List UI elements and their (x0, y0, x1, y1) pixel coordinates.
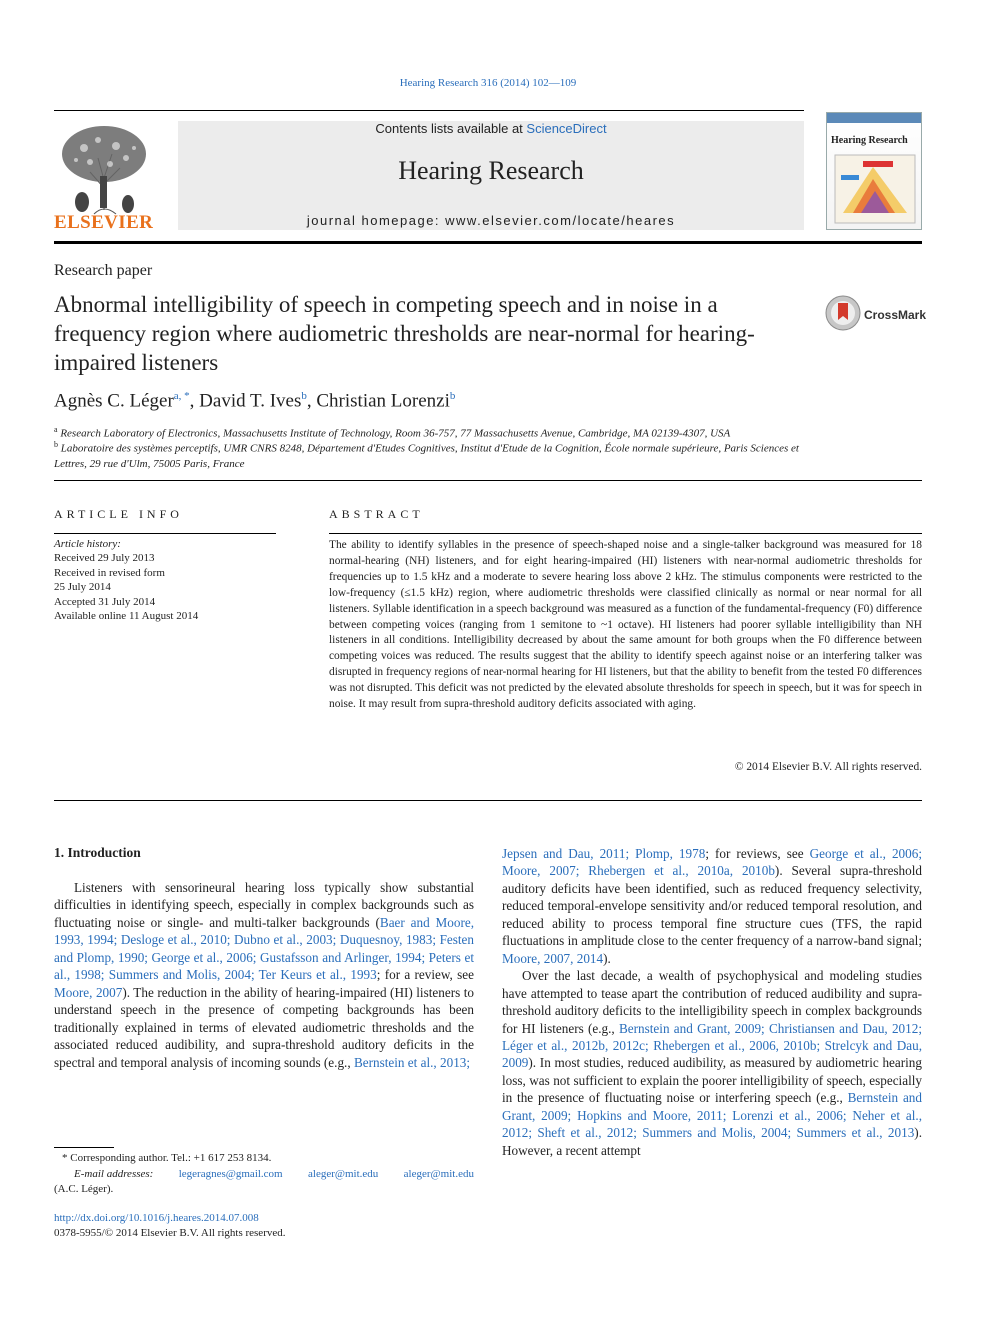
doi-link[interactable]: http://dx.doi.org/10.1016/j.heares.2014.07.008 (54, 1212, 259, 1224)
email-label: E-mail addresses: (74, 1167, 154, 1180)
body-text: Listeners with sensorineural hearing loss typically show substantial difficulties in identifying speech, especially in complex backgrounds such as fluctuating noise or single- and multi-talker backgrounds ( (54, 880, 474, 930)
sciencedirect-link[interactable]: ScienceDirect (526, 121, 607, 136)
affiliation-b (54, 437, 814, 472)
affiliation-text: Laboratoire des systèmes perceptifs, UMR CNRS 8248, Département d'Etudes Cognitives, Institut d'Etude de la Cognition, École normale supérieure, Paris Sciences et Lettres, 29 rue d'Ulm, 75005 Paris, France (54, 442, 799, 470)
article-history (54, 537, 198, 623)
history-line: Received in revised form (54, 566, 165, 579)
crossmark-icon (824, 294, 862, 332)
crossmark-label: CrossMark (864, 308, 927, 322)
journal-homepage[interactable]: journal homepage: www.elsevier.com/locate/heares (306, 213, 676, 228)
section-heading-introduction: 1. Introduction (54, 845, 141, 860)
email-link[interactable]: aleger@mit.edu (403, 1167, 474, 1180)
citation-link[interactable]: Moore, 2007 (54, 984, 123, 1000)
affiliation-text: Research Laboratory of Electronics, Massachusetts Institute of Technology, Room 36-757, 77 Massachusetts Avenue, Cambridge, MA 02139-4307, USA (60, 427, 731, 440)
article-title: Abnormal intelligibility of speech in competing speech and in noise in a frequency region where audiometric thresholds are near-normal for hearing-impaired listeners (54, 292, 755, 375)
header-rule (54, 110, 804, 111)
body-text: ). Several supra-threshold auditory deficits have been identified, such as reduced frequency selectivity, reduced temporal-envelope sensitivity and/or reduced temporal resolution, and reduced ability to process temporal fine structure cues (TFS, the rapid fluctuations in amplitude close to the center frequency of a narrow-band signal; (502, 863, 922, 949)
citation-link[interactable]: Bernstein and Grant, 2009; Hopkins and Moore, 2011; Lorenzi et al., 2006; Neher et al., 2012; Sheft et al., 2012; Summers and Molis, 2004; Summers et al., 2013 (502, 1090, 922, 1141)
body-column-left (54, 879, 474, 1071)
citation-link[interactable]: George et al., 2006; Moore, 2007; Rhebergen et al., 2010a, 2010b (502, 846, 922, 879)
journal-reference[interactable]: Hearing Research 316 (2014) 102—109 (399, 77, 577, 89)
author-name[interactable]: David T. Ives (199, 390, 302, 412)
header-thick-rule (54, 241, 922, 244)
elsevier-wordmark: ELSEVIER (54, 212, 154, 233)
cover-strip (827, 113, 922, 123)
body-text: ). However, a recent attempt (502, 1125, 922, 1158)
body-text: ; for a review, see (376, 967, 474, 983)
citation-link[interactable]: Baer and Moore, 1993, 1994; Desloge et al., 2010; Dubno et al., 2003; Duquesnoy, 1983; Festen and Plomp, 1990; George et al., 2006; Gustafsson and Arlinger, 1994; Peters et al., 1998; Summers and Molis, 2004; Ter Keurs et al., 1993 (54, 914, 475, 983)
body-text: ). (603, 950, 611, 966)
footnote (54, 1151, 474, 1198)
history-line: Available online 11 August 2014 (54, 610, 199, 623)
citation-link[interactable]: Bernstein et al., 2013; (353, 1054, 471, 1070)
email-line (54, 1167, 474, 1183)
author-name[interactable]: Christian Lorenzi (316, 390, 450, 412)
history-line: 25 July 2014 (54, 581, 111, 594)
paragraph (54, 879, 474, 1071)
body-text: ). In most studies, reduced audibility, as measured by audiometric hearing loss, was not sufficient to explain the poorer intelligibility of speech, especially in the presence of fluctuating noise or interfering speech (e.g., (502, 1055, 922, 1106)
journal-name: Hearing Research (398, 156, 584, 185)
body-text: Over the last decade, a wealth of psychophysical and modeling studies have attempted to tease apart the contribution of reduced audibility and supra-threshold auditory deficits to the intelligibility speech in complex backgrounds for HI listeners (e.g., (502, 968, 922, 1036)
abstract-heading: ABSTRACT (329, 507, 424, 521)
history-line: Received 29 July 2013 (54, 552, 155, 565)
issn-line: 0378-5955/© 2014 Elsevier B.V. All rights reserved. (54, 1227, 286, 1239)
corresponding-author-note: * Corresponding author. Tel.: +1 617 253 8134. (62, 1152, 272, 1164)
footnote-name: (A.C. Léger). (54, 1183, 114, 1195)
crossmark-badge[interactable] (824, 294, 927, 334)
article-info-rule (54, 533, 276, 534)
citation-link[interactable]: Bernstein and Grant, 2009; Christiansen and Dau, 2012; Léger et al., 2012b, 2012c; Rhebergen et al., 2006, 2010b; Strelcyk and Dau, 2009 (502, 1020, 923, 1071)
cover-title: Hearing Research (831, 135, 908, 146)
email-link[interactable]: aleger@mit.edu (308, 1167, 379, 1180)
affiliation-mark: b (54, 440, 58, 449)
author-name[interactable]: Agnès C. Léger (54, 390, 174, 412)
abstract-text: The ability to identify syllables in the presence of speech-shaped noise and a single-talker background was measured for 18 normal-hearing (NH) listeners, and for eight hearing-impaired (HI) listeners with near-normal audiometric thresholds for frequencies up to 1.5 kHz and a moderate to severe hearing loss above 2 kHz. The stimulus components were restricted to the low-frequency (≤1.5 kHz) region, where audiometric thresholds were classified clinically as normal or near normal for all listeners. Syllable identification in a speech background was measured as a function of the fundamental-frequency (F0) difference between competing voices (ranging from 1 semitone to ~1 octave). HI listeners had poorer syllable intelligibility than NH listeners in all conditions. Intelligibility decreased by about the same amount for both groups when the F0 difference between competing voices was reduced. The results suggest that the ability to identify speech against noise or an interfering talker was disrupted in frequency regions of near-normal hearing for HI listeners, but that the ability to benefit from the tested F0 differences was not disrupted. This deficit was not predicted by the elevated absolute thresholds for speech in speech, but it was for speech in noise. It may result from supra-threshold auditory deficits associated with aging. (329, 539, 922, 711)
journal-cover-thumbnail[interactable] (826, 112, 922, 230)
author-list: Agnès C. Léger$^{a, *}$, David T. Ives$^b$, Christian Lorenzi$^b$ (54, 390, 456, 412)
author-affil-mark[interactable]: b (449, 390, 456, 402)
history-line: Accepted 31 July 2014 (54, 595, 156, 608)
body-text: ; for reviews, see (705, 846, 810, 861)
author-affil-mark[interactable]: a, * (173, 390, 190, 402)
section-rule (54, 480, 922, 481)
body-column-right (502, 845, 922, 1159)
abstract-rule (329, 533, 922, 534)
affiliation-mark: a (54, 425, 58, 434)
footnote-rule (54, 1147, 114, 1148)
paragraph (502, 845, 922, 967)
author-affil-mark[interactable]: b (301, 390, 307, 402)
body-text: ). The reduction in the ability of hearing-impaired (HI) listeners to understand speech in the presence of competing backgrounds has been traditionally explained in terms of elevated audiometric thresholds and the associated reduced audibility, and supra-threshold auditory deficits in the spectral and temporal analysis of incoming sounds (e.g., (54, 984, 474, 1070)
article-type: Research paper (54, 262, 153, 279)
citation-link[interactable]: Jepsen and Dau, 2011; Plomp, 1978 (502, 846, 706, 861)
cover-figure-icon (833, 153, 917, 225)
abstract-copyright: © 2014 Elsevier B.V. All rights reserved. (734, 761, 922, 773)
citation-link[interactable]: Moore, 2007, 2014 (502, 950, 604, 966)
history-label: Article history: (54, 538, 121, 550)
article-info-heading: ARTICLE INFO (54, 507, 183, 521)
contents-prefix: Contents lists available at (375, 121, 527, 136)
contents-line (178, 121, 804, 136)
email-link[interactable]: legeragnes@gmail.com (178, 1167, 283, 1180)
section-rule (54, 800, 922, 801)
bottom-metadata (54, 1211, 286, 1241)
paragraph (502, 967, 922, 1159)
